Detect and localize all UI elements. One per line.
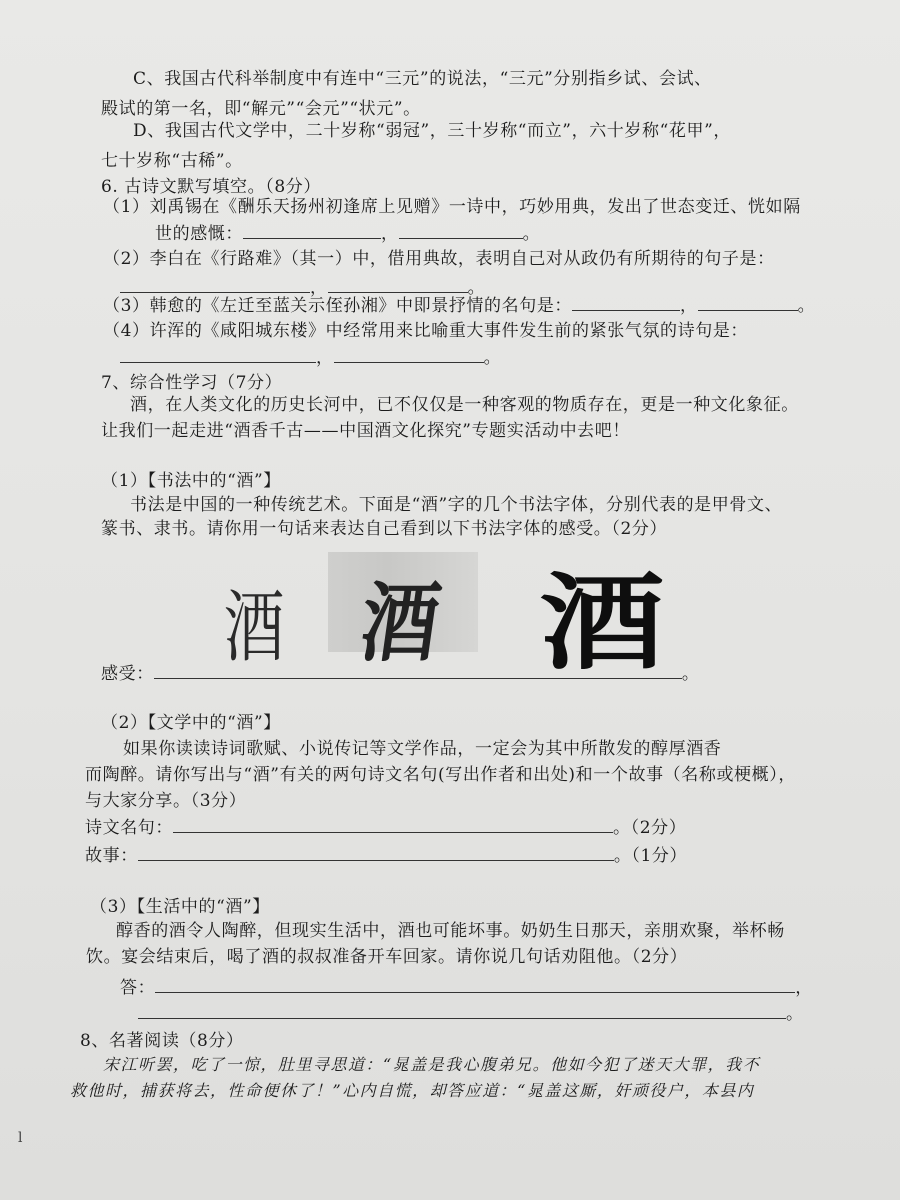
poem-score: 。（2分） — [613, 818, 687, 838]
q6-part1-prompt: 世的感慨： — [155, 224, 243, 244]
q6-part1-blank-b[interactable] — [399, 222, 523, 239]
q6-part1-blank-a[interactable] — [243, 222, 381, 239]
q7-period: 。 — [681, 664, 700, 684]
q7-section1-line2: 篆书、隶书。请你用一句话来表达自己看到以下书法字体的感受。（2分） — [101, 519, 668, 539]
q5-option-d-line1: D、我国古代文学中，二十岁称“弱冠”，三十岁称“而立”，六十岁称“花甲”， — [133, 121, 731, 141]
q7-section2-title: （2）【文学中的“酒”】 — [101, 713, 281, 733]
answer-blank-line1[interactable] — [155, 976, 795, 993]
q6-part3-blank-b[interactable] — [698, 294, 798, 311]
q7-section1-title: （1）【书法中的“酒”】 — [101, 471, 281, 491]
answer-row — [120, 976, 813, 999]
calligraphy-clerical-script: 酒 — [539, 561, 665, 684]
q5-option-c-line1: C、我国古代科举制度中有连中“三元”的说法，“三元”分别指乡试、会试、 — [133, 69, 712, 89]
q6-part2-prompt: （2）李白在《行路难》（其一）中，借用典故，表明自己对从政仍有所期待的句子是： — [103, 249, 775, 269]
poem-answer-blank[interactable] — [173, 816, 613, 833]
q5-option-d-line2: 七十岁称“古稀”。 — [101, 151, 243, 171]
q6-period: 。 — [522, 224, 541, 244]
feeling-answer-blank[interactable] — [154, 662, 682, 679]
q7-section2-line1: 如果你读读诗词歌赋、小说传记等文学作品，一定会为其中所散发的醇厚酒香 — [123, 739, 722, 759]
q6-comma: ， — [680, 296, 698, 316]
q7-section2-line2: 而陶醉。请你写出与“酒”有关的两句诗文名句(写出作者和出处)和一个故事（名称或梗概）， — [85, 765, 796, 785]
q6-period: 。 — [797, 296, 816, 316]
q5-option-c-line2: 殿试的第一名，即“解元”“会元”“状元”。 — [101, 99, 421, 119]
q6-part3 — [103, 294, 815, 317]
q6-comma: ， — [310, 278, 328, 298]
q6-part2-blank-a[interactable] — [120, 276, 310, 293]
q7-intro-line2: 让我们一起走进“酒香千古——中国酒文化探究”专题实活动中去吧！ — [101, 421, 630, 441]
q6-part1-line2 — [155, 222, 540, 245]
q6-part4-prompt: （4）许浑的《咸阳城东楼》中经常用来比喻重大事件发生前的紧张气氛的诗句是： — [103, 321, 749, 341]
q6-part1-line1: （1）刘禹锡在《酬乐天扬州初逢席上见赠》一诗中，巧妙用典，发出了世态变迁、恍如隔 — [103, 197, 801, 217]
q7-section3-line2: 饮。宴会结束后，喝了酒的叔叔准备开车回家。请你说几句话劝阻他。（2分） — [86, 947, 688, 967]
q8-passage-line1: 宋江听罢，吃了一惊，肚里寻思道：“晁盖是我心腹弟兄。他如今犯了迷天大罪，我不 — [103, 1055, 761, 1074]
q6-part3-blank-a[interactable] — [572, 294, 680, 311]
q8-title: 8、名著阅读（8分） — [80, 1031, 244, 1051]
calligraphy-oracle-bone: 酒 — [223, 583, 285, 673]
q6-part4-answer — [120, 346, 501, 369]
answer-label: 答： — [120, 978, 156, 998]
poem-label: 诗文名句： — [85, 818, 173, 838]
q6-comma: ， — [316, 348, 334, 368]
q7-period: 。 — [786, 1004, 804, 1024]
margin-mark: l — [18, 1130, 23, 1146]
story-label: 故事： — [85, 846, 138, 866]
q7-section1-line1: 书法是中国的一种传统艺术。下面是“酒”字的几个书法字体，分别代表的是甲骨文、 — [130, 495, 783, 515]
q7-section3-line1: 醇香的酒令人陶醉，但现实生活中，酒也可能坏事。奶奶生日那天，亲朋欢聚，举杯畅 — [116, 921, 785, 941]
calligraphy-seal-script: 酒 — [328, 552, 478, 652]
q7-comma: ， — [795, 978, 813, 998]
q7-section3-title: （3）【生活中的“酒”】 — [90, 897, 270, 917]
q6-period: 。 — [467, 278, 486, 298]
q7-feeling — [101, 662, 699, 685]
q6-part4-blank-a[interactable] — [120, 346, 316, 363]
q6-part3-prompt: （3）韩愈的《左迁至蓝关示侄孙湘》中即景抒情的名句是： — [103, 296, 573, 316]
story-row — [85, 844, 687, 867]
answer-row-2 — [138, 1002, 804, 1025]
q6-part4-blank-b[interactable] — [334, 346, 484, 363]
q6-period: 。 — [483, 348, 502, 368]
poem-row — [85, 816, 686, 839]
q6-title: 6. 古诗文默写填空。（8分） — [101, 177, 321, 197]
answer-blank-line2[interactable] — [138, 1002, 786, 1019]
story-score: 。（1分） — [613, 846, 688, 866]
q6-comma: ， — [381, 224, 399, 244]
story-answer-blank[interactable] — [138, 844, 614, 861]
q6-part2-blank-b[interactable] — [328, 276, 468, 293]
feeling-label: 感受： — [101, 664, 154, 684]
q7-section2-line3: 与大家分享。（3分） — [85, 791, 247, 811]
q7-title: 7、综合性学习（7分） — [101, 373, 283, 393]
q7-intro-line1: 酒，在人类文化的历史长河中，已不仅仅是一种客观的物质存在，更是一种文化象征。 — [130, 395, 799, 415]
q8-passage-line2: 救他时，捕获将去，性命便休了！”心内自慌，却答应道：“晁盖这厮，奸顽役户，本县内 — [70, 1081, 755, 1100]
